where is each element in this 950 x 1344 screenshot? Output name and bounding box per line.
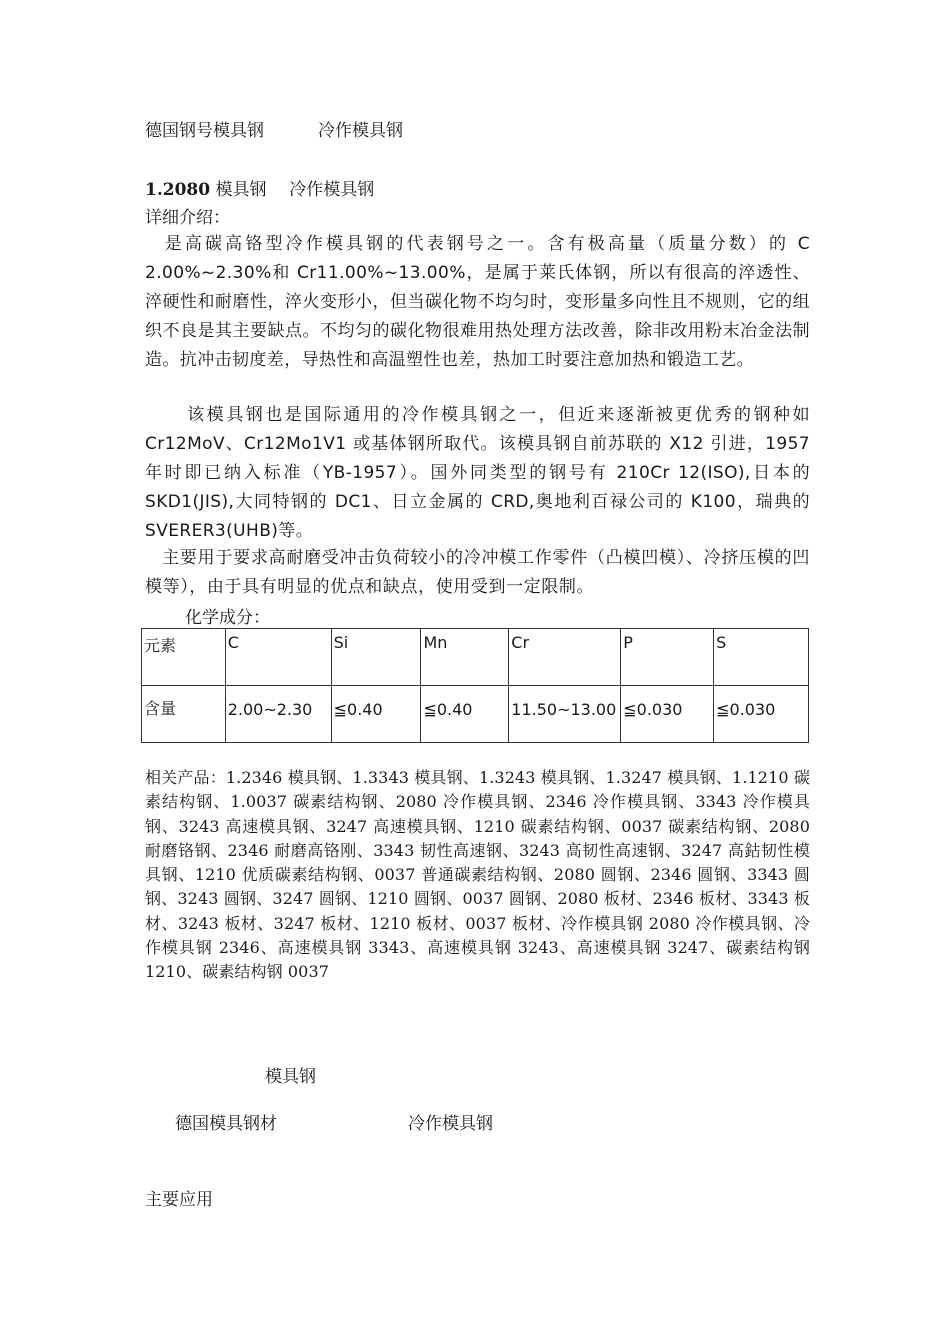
paragraph-3-text: 主要用于要求高耐磨受冲击负荷较小的冷冲模工作零件（凸模凹模）、冷挤压模的凹模等），由于具有明显的优点和缺点，使用受到一定限制。 (145, 548, 810, 597)
doc-header-right (318, 116, 403, 141)
doc-header (145, 116, 264, 141)
table-cell: Cr (509, 629, 621, 686)
chem-header-row (142, 629, 809, 686)
product-code: 1.2080 (145, 180, 211, 200)
header-right: 冷作模具钢 (318, 121, 403, 141)
table-cell: Si (331, 629, 421, 686)
table-cell: Mn (421, 629, 509, 686)
table-cell: ≦0.40 (421, 686, 509, 743)
related-products: 相关产品：1.2346 模具钢、1.3343 模具钢、1.3243 模具钢、1.3247 模具钢、1.1210 碳素结构钢、1.0037 碳素结构钢、2080 冷作模具钢、2346 冷作模具钢、3343 冷作模具钢、3243 高速模具钢、3247 高速模具钢、1210 碳素结构钢、0037 碳素结构钢、2080 耐磨铬钢、2346 耐磨高铬刚、3343 韧性高速钢、3243 高韧性高速钢、3247 高鈷韧性模具钢、1210 优质碳素结构钢、0037 普通碳素结构钢、2080 圆钢、2346 圆钢、3343 圆钢、3243 圆钢、3247 圆钢、1210 圆钢、0037 圆钢、2080 板材、2346 板材、3343 板材、3243 板材、3247 板材、1210 板材、0037 板材、冷作模具钢 2080 冷作模具钢、冷作模具钢 2346、高速模具钢 3343、高速模具钢 3243、高速模具钢 3247、碳素结构钢 1210、碳素结构钢 0037 (145, 768, 810, 982)
table-cell: 2.00~2.30 (225, 686, 331, 743)
footer-cold-work: 冷作模具钢 (408, 1114, 493, 1134)
paragraph-2 (145, 401, 810, 546)
intro-label: 详细介绍： (145, 208, 230, 228)
paragraph-1-text: 是高碳高铬型冷作模具钢的代表钢号之一。含有极高量（质量分数）的 C 2.00%~2.30%和 Cr11.00%~13.00%，是属于莱氏体钢，所以有很高的淬透性、淬硬性和耐磨性，淬火变形小，但当碳化物不均匀时，变形量多向性且不规则，它的组织不良是其主要缺点。不均匀的碳化物很难用热处理方法改善，除非改用粉末冶金法制造。抗冲击韧度差，导热性和高温塑性也差，热加工时要注意加热和锻造工艺。 (145, 234, 810, 370)
product-name: 模具钢 (215, 180, 267, 200)
paragraph-3 (145, 544, 810, 602)
footer-mould-steel: 模具钢 (265, 1067, 316, 1087)
table-cell: 元素 (142, 629, 226, 686)
paragraph-2-text: 该模具钢也是国际通用的冷作模具钢之一，但近来逐渐被更优秀的钢种如 Cr12MoV、Cr12Mo1V1 或基体钢所取代。该模具钢自前苏联的 X12 引进，1957 年时即已纳入标准（YB-1957）。国外同类型的钢号有 210Cr 12(ISO),日本的 SKD1(JIS),大同特钢的 DC1、日立金属的 CRD,奥地利百禄公司的 K100，瑞典的 SVERER3(UHB)等。 (145, 405, 810, 541)
header-left: 德国钢号模具钢 (145, 121, 264, 141)
chem-value-row (142, 686, 809, 743)
table-cell: C (225, 629, 331, 686)
table-cell: P (621, 629, 714, 686)
footer-main-application: 主要应用 (145, 1190, 213, 1210)
product-title (145, 175, 374, 200)
table-cell: S (714, 629, 809, 686)
chem-table (141, 628, 809, 743)
table-cell: 含量 (142, 686, 226, 743)
product-category: 冷作模具钢 (289, 180, 375, 200)
table-cell: 11.50~13.00 (509, 686, 621, 743)
table-cell: ≦0.030 (621, 686, 714, 743)
paragraph-1 (145, 230, 810, 375)
table-cell: ≦0.030 (714, 686, 809, 743)
chem-label: 化学成分： (185, 608, 270, 628)
footer-german-material: 德国模具钢材 (175, 1114, 277, 1134)
table-cell: ≦0.40 (331, 686, 421, 743)
